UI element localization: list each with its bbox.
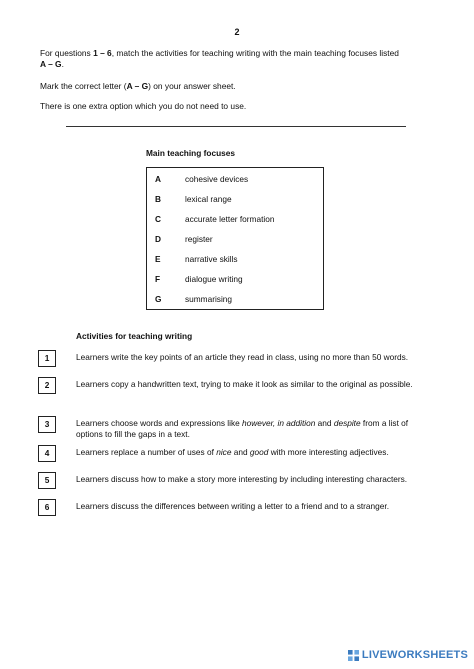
focus-item: [147, 272, 323, 286]
instruction-text: Mark the correct letter (: [40, 81, 127, 91]
focus-text: lexical range: [185, 194, 232, 204]
question-range: 1 – 6: [93, 48, 112, 58]
answer-box[interactable]: 4: [38, 445, 56, 462]
answer-box[interactable]: 1: [38, 350, 56, 367]
activity-text-part: Learners choose words and expressions like: [76, 418, 243, 428]
activity-text-part: Learners replace a number of uses of: [76, 447, 217, 457]
focus-item: [147, 172, 323, 186]
activity-text-part: with more interesting adjectives.: [268, 447, 389, 457]
logo-text: LIVEWORKSHEETS: [361, 649, 468, 661]
focus-letter: C: [155, 214, 161, 224]
focus-letter: F: [155, 274, 161, 284]
liveworksheets-logo[interactable]: [348, 647, 468, 663]
focuses-title: Main teaching focuses: [146, 148, 235, 158]
focus-item: [147, 232, 323, 246]
activity-text: Learners discuss how to make a story more interesting by including interesting characters.: [76, 474, 408, 484]
instruction-text: For questions: [40, 48, 94, 58]
instruction-line-3: There is one extra option which you do not need to use.: [40, 101, 247, 111]
focus-letter: A: [155, 174, 161, 184]
focus-text: register: [185, 234, 213, 244]
focus-text: accurate letter formation: [185, 214, 275, 224]
answer-box[interactable]: 2: [38, 377, 56, 394]
activity-text-part: and: [231, 447, 250, 457]
activity-text-part: from a list of options to fill the gaps in a text.: [76, 418, 409, 439]
focus-text: dialogue writing: [185, 274, 243, 284]
focus-item: [147, 192, 323, 206]
divider: [66, 126, 406, 127]
activity-text: Learners write the key points of an article they read in class, using no more than 50 words.: [76, 352, 409, 362]
focus-letter: E: [155, 254, 161, 264]
liveworksheets-logo-icon: [348, 650, 359, 661]
focus-letter: G: [155, 294, 162, 304]
focus-text: cohesive devices: [185, 174, 249, 184]
example-word: good: [249, 447, 269, 457]
instruction-text: ) on your answer sheet.: [148, 81, 236, 91]
activity-text: Learners discuss the differences between writing a letter to a friend and to a stranger.: [76, 501, 390, 511]
example-word: nice: [216, 447, 232, 457]
instruction-line-1: [40, 48, 440, 70]
activity-text: Learners copy a handwritten text, trying to make it look as similar to the original as possible.: [76, 379, 413, 389]
focus-item: [147, 292, 323, 306]
focus-item: [147, 252, 323, 266]
activity-text: [76, 447, 431, 458]
activity-text-part: and: [315, 418, 334, 428]
answer-box[interactable]: 5: [38, 472, 56, 489]
answer-box[interactable]: 3: [38, 416, 56, 433]
example-word: despite: [333, 418, 361, 428]
focus-text: summarising: [185, 294, 233, 304]
focus-letter: B: [155, 194, 161, 204]
focus-text: narrative skills: [185, 254, 238, 264]
focus-letter: D: [155, 234, 161, 244]
instruction-line-2: [40, 81, 440, 92]
example-word: however, in addition: [242, 418, 316, 428]
letter-range: A – G: [126, 81, 149, 91]
focus-item: [147, 212, 323, 226]
page-number: 2: [234, 27, 240, 37]
answer-box[interactable]: 6: [38, 499, 56, 516]
instruction-text: .: [61, 59, 64, 69]
instruction-text: , match the activities for teaching writing with the main teaching focuses listed: [111, 48, 399, 58]
letter-range: A – G: [40, 59, 62, 69]
focuses-box: [146, 167, 324, 310]
activities-title: Activities for teaching writing: [76, 331, 193, 341]
activity-text: [76, 418, 431, 440]
